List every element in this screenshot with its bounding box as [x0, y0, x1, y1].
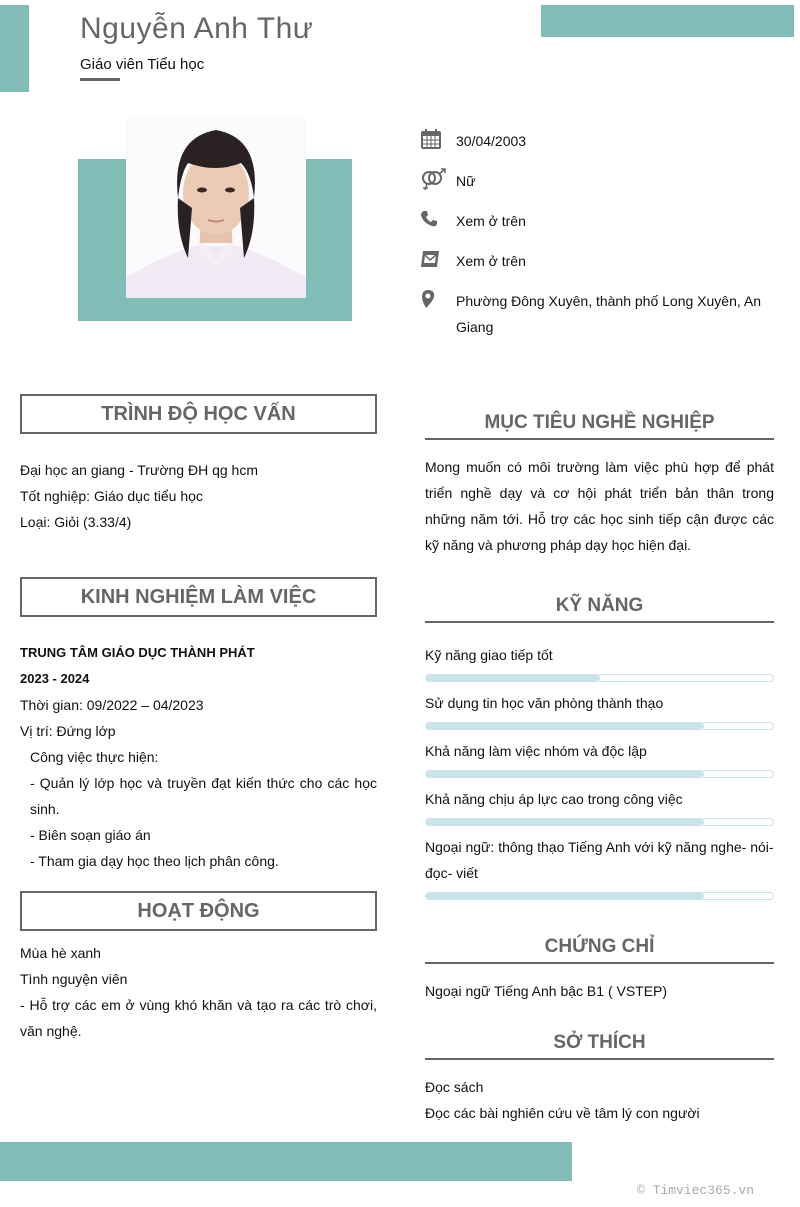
- activities-section: [20, 940, 377, 1044]
- certificates-section: [425, 978, 774, 1004]
- contact-row-gender: [420, 168, 780, 194]
- experience-heading: KINH NGHIỆM LÀM VIỆC: [20, 577, 377, 617]
- experience-time: Thời gian: 09/2022 – 04/2023: [20, 697, 204, 713]
- hobbies-section: [425, 1074, 774, 1126]
- avatar: [126, 118, 306, 298]
- job-title: Giáo viên Tiểu học: [80, 56, 205, 73]
- contact-row-address: [420, 288, 780, 340]
- phone-icon: [420, 208, 456, 230]
- experience-company: TRUNG TÂM GIÁO DỤC THÀNH PHÁT: [20, 645, 255, 660]
- skill-progress-bar: [425, 722, 774, 730]
- skill-item: [425, 786, 774, 826]
- activity-role: Tình nguyện viên: [20, 971, 128, 987]
- copyright-watermark: © Timviec365.vn: [637, 1183, 755, 1198]
- skill-label: Khả năng làm việc nhóm và độc lập: [425, 743, 647, 759]
- objective-heading: MỤC TIÊU NGHỀ NGHIỆP: [425, 412, 774, 440]
- hobbies-heading: SỞ THÍCH: [425, 1032, 774, 1060]
- skill-progress-fill: [426, 819, 704, 825]
- experience-section: [20, 640, 377, 874]
- skill-progress-bar: [425, 674, 774, 682]
- activities-heading: HOẠT ĐỘNG: [20, 891, 377, 931]
- skill-progress-bar: [425, 818, 774, 826]
- skill-progress-bar: [425, 892, 774, 900]
- education-major: Tốt nghiệp: Giáo dục tiểu học: [20, 488, 203, 504]
- hobby-item: Đọc các bài nghiên cứu về tâm lý con người: [425, 1105, 700, 1121]
- location-icon: [420, 288, 456, 310]
- gender-icon: [420, 168, 456, 190]
- experience-position: Vị trí: Đứng lớp: [20, 723, 116, 739]
- skills-heading: KỸ NĂNG: [425, 595, 774, 623]
- calendar-icon: [420, 128, 456, 150]
- address-value: Phường Đông Xuyên, thành phố Long Xuyên, An Giang: [456, 293, 762, 335]
- decor-block-bottom: [0, 1142, 572, 1181]
- email-icon: [420, 248, 456, 270]
- education-grade: Loại: Giỏi (3.33/4): [20, 514, 132, 530]
- decor-block-top-left: [0, 5, 29, 92]
- activity-name: Mùa hè xanh: [20, 945, 101, 961]
- skill-item: [425, 690, 774, 730]
- contact-info: [420, 128, 780, 354]
- decor-block-top-right: [541, 5, 794, 37]
- gender-value: Nữ: [456, 173, 476, 189]
- skill-label: Kỹ năng giao tiếp tốt: [425, 647, 553, 663]
- skill-label: Khả năng chịu áp lực cao trong công việc: [425, 791, 683, 807]
- objective-text: Mong muốn có môi trường làm việc phù hợp để phát triển nghề dạy và cơ hội phát triển bản thân trong những năm tới. Hỗ trợ các học sinh tiếp cận được các kỹ năng và phương pháp dạy học hiện đại.: [425, 459, 774, 553]
- experience-period: 2023 - 2024: [20, 671, 90, 686]
- contact-row-birthday: [420, 128, 780, 154]
- skills-section: [425, 642, 774, 908]
- title-underline: [80, 78, 120, 81]
- education-section: [20, 457, 377, 535]
- skill-progress-fill: [426, 723, 704, 729]
- experience-task: - Quản lý lớp học và truyền đạt kiến thức cho các học sinh.: [30, 775, 377, 817]
- skill-item: [425, 642, 774, 682]
- skill-label: Sử dụng tin học văn phòng thành thạo: [425, 695, 664, 711]
- experience-task: - Tham gia dạy học theo lịch phân công.: [30, 853, 279, 869]
- email-value: Xem ở trên: [456, 253, 526, 269]
- birthday-value: 30/04/2003: [456, 133, 527, 149]
- skill-progress-fill: [426, 893, 704, 899]
- contact-row-phone: [420, 208, 780, 234]
- candidate-name: Nguyễn Anh Thư: [80, 12, 314, 45]
- activity-description: - Hỗ trợ các em ở vùng khó khăn và tạo ra các trò chơi, văn nghệ.: [20, 997, 377, 1039]
- skill-progress-bar: [425, 770, 774, 778]
- hobby-item: Đọc sách: [425, 1079, 484, 1095]
- skill-item: [425, 834, 774, 900]
- experience-tasks-label: Công việc thực hiện:: [30, 749, 159, 765]
- certificate-item: Ngoại ngữ Tiếng Anh bậc B1 ( VSTEP): [425, 983, 668, 999]
- certificates-heading: CHỨNG CHỈ: [425, 936, 774, 964]
- skill-progress-fill: [426, 771, 704, 777]
- education-heading: TRÌNH ĐỘ HỌC VẤN: [20, 394, 377, 434]
- experience-task: - Biên soạn giáo án: [30, 827, 151, 843]
- phone-value: Xem ở trên: [456, 213, 526, 229]
- contact-row-email: [420, 248, 780, 274]
- skill-item: [425, 738, 774, 778]
- skill-label: Ngoại ngữ: thông thạo Tiếng Anh với kỹ năng nghe- nói- đọc- viết: [425, 839, 774, 881]
- education-school: Đại học an giang - Trường ĐH qg hcm: [20, 462, 258, 478]
- skill-progress-fill: [426, 675, 600, 681]
